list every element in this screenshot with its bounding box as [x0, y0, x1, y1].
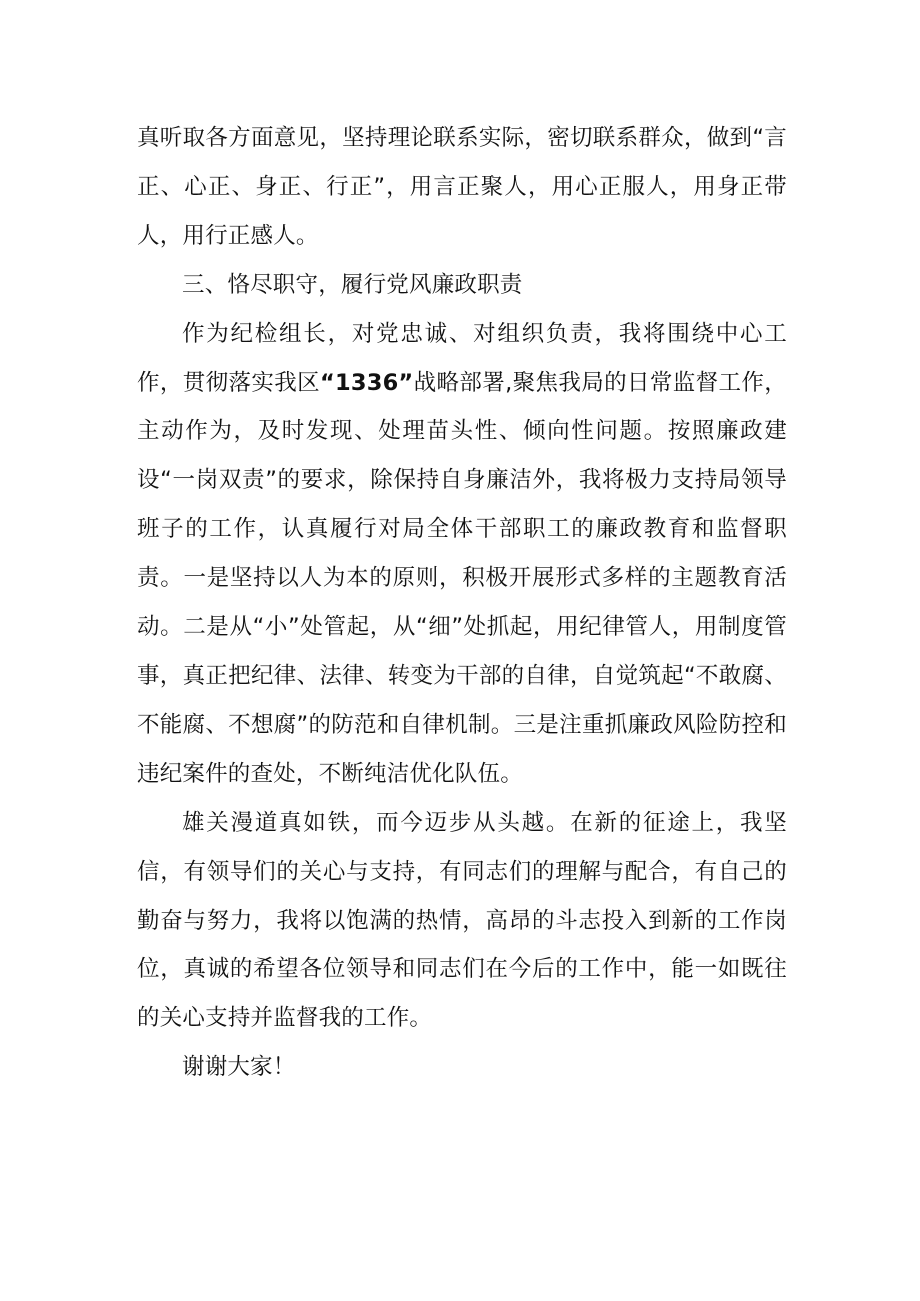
- paragraph-duties-text-end: 战略部署,聚焦我局的日常监督工作，主动作为，及时发现、处理苗头性、倾向性问题。按照廉政建设“一岗双责”的要求，除保持自身廉洁外，我将极力支持局领导班子的工作，认真履行对局全体干部职工的廉政教育和监督职责。一是坚持以人为本的原则，积极开展形式多样的主题教育活动。二是从“小”处管起，从“细”处抓起，用纪律管人，用制度管事，真正把纪律、法律、转变为干部的自律，自觉筑起“不敢腐、不能腐、不想腐”的防范和自律机制。三是注重抓廉政风险防控和违纪案件的查处，不断纯洁优化队伍。: [137, 369, 787, 787]
- strategy-number: “1336”: [320, 369, 414, 396]
- paragraph-continuation: 真听取各方面意见，坚持理论联系实际，密切联系群众，做到“言正、心正、身正、行正”，用言正聚人，用心正服人，用身正带人，用行正感人。: [137, 125, 787, 249]
- section-heading: 三、恪尽职守，履行党风廉政职责: [182, 271, 523, 298]
- closing-thanks: 谢谢大家！: [182, 1054, 296, 1081]
- paragraph-duties-text-start: 作为纪检组长，对党忠诚、对组织负责，我将围绕中心工作，贯彻落实我区: [137, 320, 787, 396]
- document-body: [137, 114, 787, 1092]
- paragraph-resolution: 雄关漫道真如铁，而今迈步从头越。在新的征途上，我坚信，有领导们的关心与支持，有同志们的理解与配合，有自己的勤奋与努力，我将以饱满的热情，高昂的斗志投入到新的工作岗位，真诚的希望各位领导和同志们在今后的工作中，能一如既往的关心支持并监督我的工作。: [137, 809, 787, 1032]
- paragraph-duties: [137, 310, 787, 799]
